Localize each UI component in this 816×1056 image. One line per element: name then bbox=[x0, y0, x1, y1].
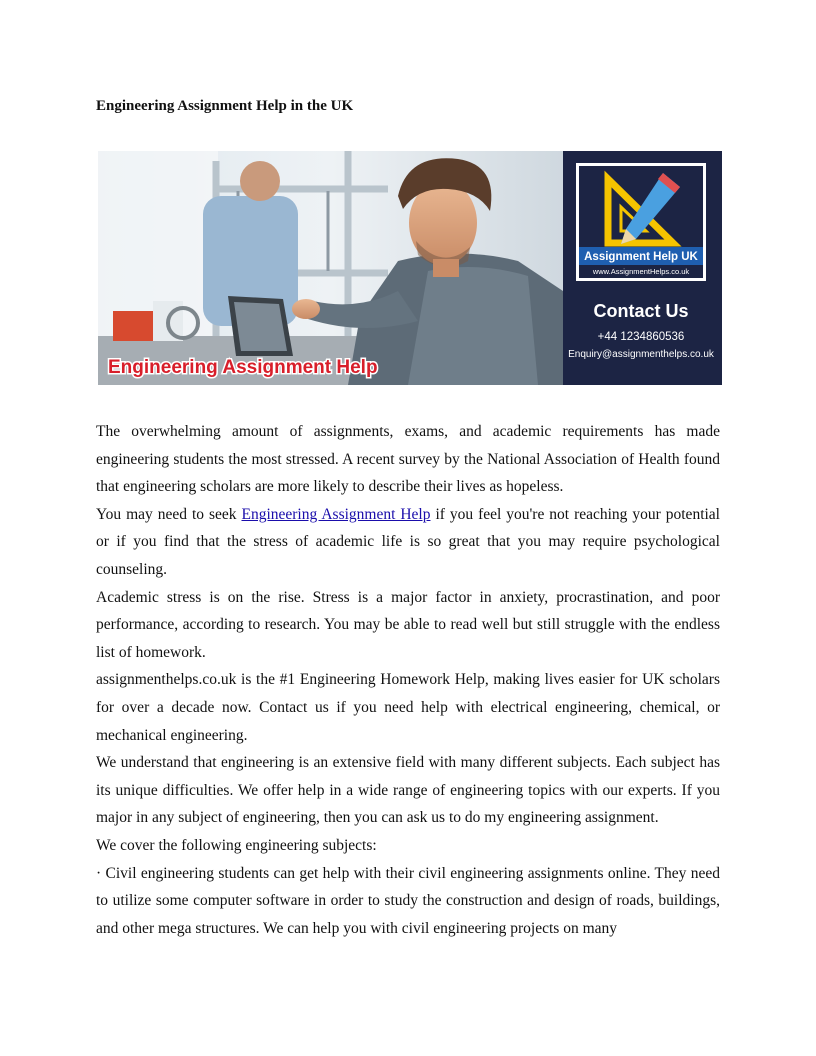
contact-panel bbox=[563, 151, 722, 385]
paragraph-1: The overwhelming amount of assignments, exams, and academic requirements has made engineering students the most stressed. A recent survey by the National Association of Health found that engineering scholars are more likely to describe their lives as hopeless. bbox=[96, 423, 720, 496]
paragraph-6: We cover the following engineering subjects: bbox=[96, 836, 377, 854]
engineering-assignment-help-link[interactable]: Engineering Assignment Help bbox=[241, 505, 431, 523]
contact-phone: +44 1234860536 bbox=[597, 331, 685, 343]
paragraph-7: · Civil engineering students can get help with their civil engineering assignments online. They need to utilize some computer software in order to study the construction and design of roads, buildings, and other mega structures. We can help you with civil engineering projects on many bbox=[96, 864, 720, 937]
logo bbox=[576, 163, 706, 281]
paragraph-2-end: if you feel you're not reaching your potential or if you find that the stress of academic life is so great that you may require psychological counseling. bbox=[96, 505, 720, 578]
article-body bbox=[96, 418, 720, 942]
banner-caption: Engineering Assignment Help bbox=[108, 357, 378, 378]
contact-email: Enquiry@assignmenthelps.co.uk bbox=[568, 349, 714, 360]
document-title: Engineering Assignment Help in the UK bbox=[96, 98, 354, 114]
photo-scene bbox=[98, 151, 563, 385]
website: www.AssignmentHelps.co.uk bbox=[592, 267, 690, 276]
paragraph-5: We understand that engineering is an extensive field with many different subjects. Each subject has its unique difficulties. We offer help in a wide range of engineering topics with our experts. If you major in any subject of engineering, then you can ask us to do my engineering assignment. bbox=[96, 754, 720, 827]
paragraph-4: assignmenthelps.co.uk is the #1 Engineering Homework Help, making lives easier for UK scholars for over a decade now. Contact us if you need help with electrical engineering, chemical, or mechanical engineering. bbox=[96, 671, 720, 744]
paragraph-3: Academic stress is on the rise. Stress is a major factor in anxiety, procrastination, and poor performance, according to research. You may be able to read well but still struggle with the endless list of homework. bbox=[96, 588, 720, 661]
banner-image bbox=[98, 151, 722, 385]
paragraph-2 bbox=[96, 501, 720, 584]
brand-name: Assignment Help UK bbox=[584, 251, 698, 263]
contact-heading: Contact Us bbox=[593, 301, 689, 321]
paragraph-2-start: You may need to seek bbox=[96, 505, 242, 523]
